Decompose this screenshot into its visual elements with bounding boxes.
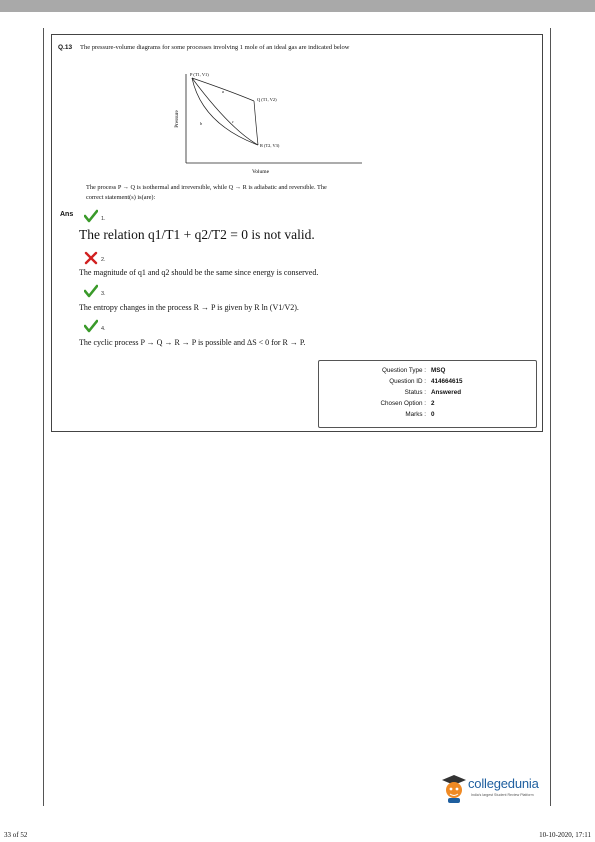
browser-top-bar: [0, 0, 595, 12]
check-icon: [84, 209, 98, 223]
option-1-number: 1.: [101, 216, 106, 222]
page-counter: 33 of 52: [4, 831, 28, 839]
y-axis-label: Pressure: [174, 110, 180, 128]
point-p-label: P (T1, V1): [190, 72, 209, 77]
curve-label-c: c: [232, 119, 234, 124]
info-question-id: Question ID : 414664615: [389, 378, 463, 385]
option-2-number: 2.: [101, 257, 106, 263]
logo-wordmark: collegedunia: [468, 776, 539, 791]
option-3-text: The entropy changes in the process R → P is given by R ln (V1/V2).: [79, 303, 299, 312]
logo-tagline: India's largest Student Review Platform: [471, 793, 534, 797]
info-marks: Marks : 0: [405, 411, 435, 418]
option-2-text: The magnitude of q1 and q2 should be the same since energy is conserved.: [79, 268, 319, 277]
check-icon: [84, 319, 98, 333]
x-axis-label: Volume: [252, 169, 270, 175]
curve-label-a: a: [222, 89, 224, 94]
answer-label: Ans: [60, 211, 74, 218]
info-question-type: Question Type : MSQ: [382, 367, 446, 374]
collegedunia-logo: [440, 772, 552, 806]
graduate-mascot-icon: [440, 772, 468, 804]
question-text: The pressure-volume diagrams for some processes involving 1 mole of an ideal gas are indicated below: [80, 44, 350, 51]
pv-diagram: [172, 69, 372, 177]
statement-line-1: The process P → Q is isothermal and irreversible, while Q → R is adiabatic and reversible. The: [86, 184, 327, 191]
question-number: Q.13: [58, 44, 73, 51]
info-chosen-option: Chosen Option : 2: [380, 400, 435, 407]
question-statement: [86, 183, 406, 203]
point-r-label: R (T2, V3): [260, 143, 280, 148]
point-q-label: Q (T1, V2): [257, 97, 277, 102]
statement-line-2: correct statement(s) is(are):: [86, 194, 156, 201]
option-3-number: 3.: [101, 291, 106, 297]
question-info-box: [318, 360, 537, 428]
option-4-text: The cyclic process P → Q → R → P is possible and ΔS < 0 for R → P.: [79, 338, 306, 347]
info-status: Status : Answered: [404, 389, 462, 396]
option-4-number: 4.: [101, 326, 106, 332]
cross-icon: [84, 251, 98, 265]
option-1-text: The relation q1/T1 + q2/T2 = 0 is not valid.: [79, 227, 315, 242]
check-icon: [84, 284, 98, 298]
print-datetime: 10-10-2020, 17:11: [539, 831, 591, 839]
question-panel: [51, 34, 543, 432]
curve-label-b: b: [200, 121, 202, 126]
